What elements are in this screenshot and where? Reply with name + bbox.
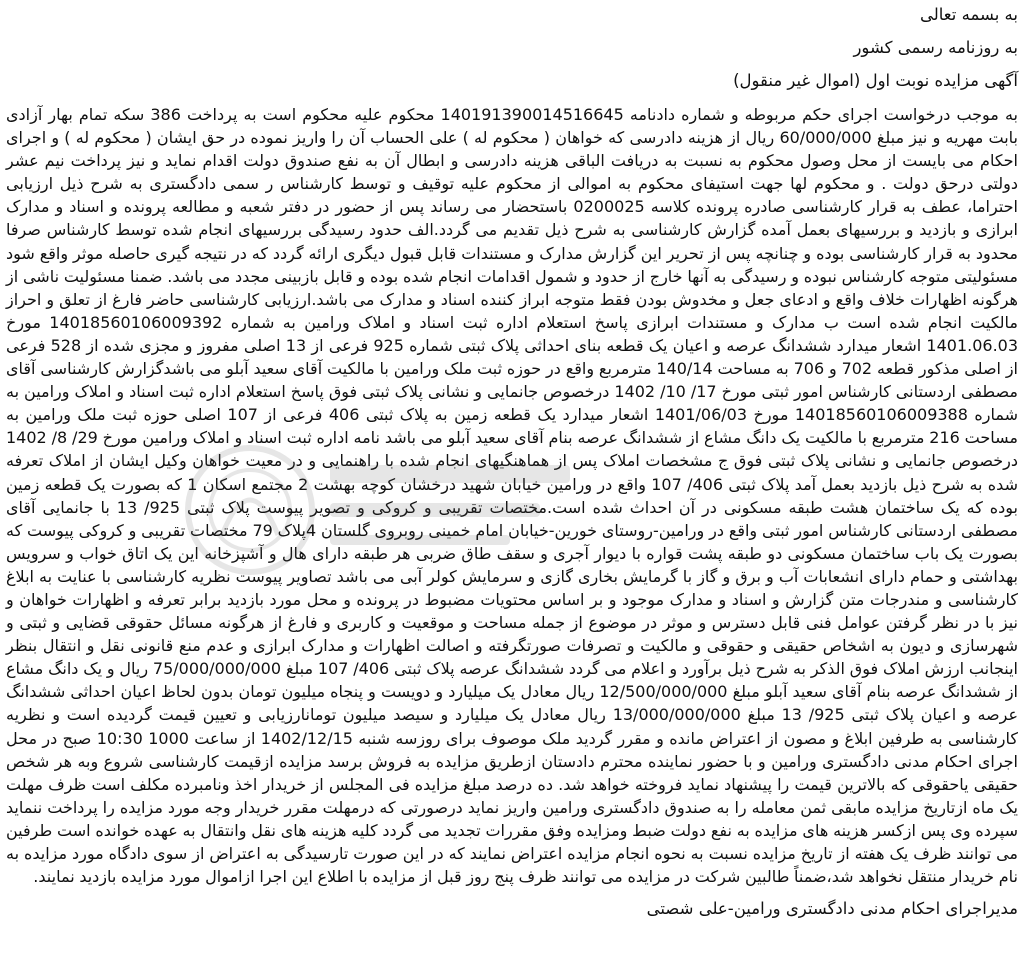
notice-body: به موجب درخواست اجرای حکم مربوطه و شماره دادنامه 140191390014516645 محکوم علیه محکوم است به پرداخت 386 سکه تمام بهار آزادی بابت مهریه و نیز مبلغ 60/000/000 ریال از هزینه دادرسی که خواهان ( محکوم له ) علی الحساب آن را واریز نموده در حق ایشان ( محکوم له ) و اجرای احکام می بایست از محل وصول محکوم به نسبت به دریافت الباقی هزینه دادرسی و ابطال آن به نفع صندوق دولت اقدام نماید و نیز پرداخت نیم عشر دولتی درحق دولت . و محکوم لها جهت استیفای محکوم به اموالی از محکوم علیه توقیف و توسط کارشناس ر سمی دادگستری به شرح ذیل ارزیابی احتراما، عطف به قرار کارشناسی صادره پرونده کلاسه 0200025 باستحضار می رساند پس از حضور در دفتر شعبه و مطالعه پرونده و اسناد و مدارک ابرازی و بازدید و بررسیهای بعمل آمده گزارش کارشناسی به شرح ذیل تقدیم می گردد.الف حدود رسیدگی بررسیهای انجام شده توسط کارشناس صرفا محدود به قرار کارشناسی بوده و چنانچه پس از تحریر این گزارش مدارک و مستندات قابل قبول دیگری ارائه گردد که در نتیجه گیری حاصله موثر واقع شود مسئولیتی متوجه کارشناس نبوده و رسیدگی به آنها خارج از حدود و شمول اقدامات انجام شده بوده و قابل بازبینی مجدد می باشد. ضمنا مسئولیت ناشی از هرگونه اظهارات خلاف واقع و ادعای جعل و مخدوش بودن فقط متوجه ابراز کننده اسناد و مدارک می باشد.ارزیابی کارشناسی حاضر فارغ از تعلق و احراز مالکیت انجام شده است ب مدارک و مستندات ابرازی پاسخ استعلام اداره ثبت اسناد و املاک ورامین به شماره 14018560106009392 مورخ 1401.06.03 اشعار میدارد ششدانگ عرصه و اعیان یک قطعه بنای احداثی پلاک ثبتی شماره 925 فرعی از 13 اصلی مفروز و مجزی شده از 528 فرعی از اصلی مذکور قطعه 702 و 706 به مساحت 140/14 مترمربع واقع در حوزه ثبت ملک ورامین با مالکیت آقای سعید آبلو می باشدگزارش کارشناسی آقای مصطفی اردستانی کارشناس امور ثبتی مورخ 17/ 10/ 1402 درخصوص جانمایی و نشانی پلاک ثبتی فوق پاسخ استعلام اداره ثبت اسناد و املاک ورامین به شماره 14018560106009388 مورخ 1401/06/03 اشعار میدارد یک قطعه زمین به پلاک ثبتی 406 فرعی از 107 اصلی حوزه ثبت ملک ورامین به مساحت 216 مترمربع با مالکیت یک دانگ مشاع از ششدانگ عرصه بنام آقای سعید آبلو می باشد نامه اداره ثبت اسناد و املاک ورامین مورخ 29/ 8/ 1402 درخصوص جانمایی و نشانی پلاک ثبتی فوق ج مشخصات املاک پس از هماهنگیهای انجام شده با راهنمایی و در معیت خواهان وکیل ایشان از املاک تعرفه شده به شرح ذیل بازدید بعمل آمد پلاک ثبتی 406/ 107 واقع در ورامین خیابان شهید درخشان کوچه بهشت 2 مجتمع اسکان 1 که بصورت یک قطعه زمین بوده که یک ساختمان هشت طبقه مسکونی در آن احداث شده است.مختصات تقریبی و کروکی و تصویر پیوست پلاک ثبتی 925/ 13 با جانمایی آقای مصطفی اردستانی کارشناس امور ثبتی واقع در ورامین-روستای خورین-خیابان امام خمینی روبروی گلستان 4پلاک 79 مختصات تقریبی و کروکی پیوست که بصورت یک باب ساختمان مسکونی دو طبقه پشت قواره با دیوار آجری و سقف طاق ضربی هر طبقه دارای هال و آشپزخانه این یک اتاق خواب و سرویس بهداشتی و حمام دارای انشعابات آب و برق و گاز با گرمایش بخاری گازی و سرمایش کولر آبی می باشد تصاویر پیوست نظریه کارشناسی با عنایت به ابلاغ کارشناسی و مندرجات متن گزارش و اسناد و مدارک موجود و بر اساس محتویات مضبوط در پرونده و محل مورد بازدید برابر تعرفه و اظهارات خواهان و نیز با در نظر گرفتن عوامل فنی قابل دسترس و موثر در موضوع از جمله مساحت و موقعیت و کاربری و فارغ از هرگونه مسائل حقوقی قضایی و ثبتی و شهرسازی و دیون به اشخاص حقیقی و حقوقی و مالکیت و تصرفات صورتگرفته و اصالت اظهارات و مدارک ابرازی و عدم منع قانونی نقل و انتقال بنظر اینجانب ارزش املاک فوق الذکر به شرح ذیل برآورد و اعلام می گردد ششدانگ عرصه پلاک ثبتی 406/ 107 مبلغ 75/000/000/000 ریال و یک دانگ مشاع از ششدانگ عرصه بنام آقای سعید آبلو مبلغ 12/500/000/000 ریال معادل یک میلیارد و دویست و پنجاه میلیون تومان بدون لحاظ اعیان احداثی ششدانگ عرصه و اعیان پلاک ثبتی 925/ 13 مبلغ 13/000/000/000 ریال معادل یک میلیارد و سیصد میلیون تومانارزیابی و تعیین قیمت گردیده است و نظریه کارشناسی به طرفین ابلاغ و مصون از اعتراض مانده و مقرر گردید ملک موصوف برای روزسه شنبه 1402/12/15 از ساعت 1000 10:30 صبح در محل اجرای احکام مدنی دادگستری ورامین و با حضور نماینده محترم دادستان ازطریق مزایده به فروش برسد مزایده ازقیمت کارشناسی شروع وبه هر شخص حقیقی یاحقوقی که بالاترین قیمت را پیشنهاد نماید فروخته خواهد شد. ده درصد مبلغ مزایده فی المجلس از خریدار اخذ ونامبرده مکلف است ظرف مهلت یک ماه ازتاریخ مزایده مابقی ثمن معامله را به صندوق دادگستری ورامین واریز نماید درصورتی که درمهلت مقرر خریدار وجه مورد مزایده را پرداخت ننماید سپرده وی پس ازکسر هزینه های مزایده به نفع دولت ضبط ومزایده وفق مقررات تجدید می گردد کلیه هزینه های نقل وانتقال به عهده خوانده است طرفین می توانند ظرف یک هفته از تاریخ مزایده نسبت به نحوه انجام مزایده اعتراض نمایند که در این صورت تارسیدگی به اعتراض از سوی دادگاه مورد مزایده به نام خریدار منتقل نخواهد شد،ضمناً طالبین شرکت در مزایده می توانند ظرف پنج روز قبل از مزایده با اطلاع این اجرا ازاموال مورد مزایده بازدید نمایند. [6, 105, 1019, 887]
auction-notice-document [6, 4, 1018, 961]
newspaper-address: به روزنامه رسمی کشور [853, 38, 1018, 57]
signature-line: مدیراجرای احکام مدنی دادگستری ورامین-علی شصتی [646, 899, 1018, 919]
opening-invocation: به بسمه تعالی [920, 5, 1018, 24]
notice-title: آگهی مزایده نوبت اول (اموال غیر منقول) [733, 71, 1018, 90]
